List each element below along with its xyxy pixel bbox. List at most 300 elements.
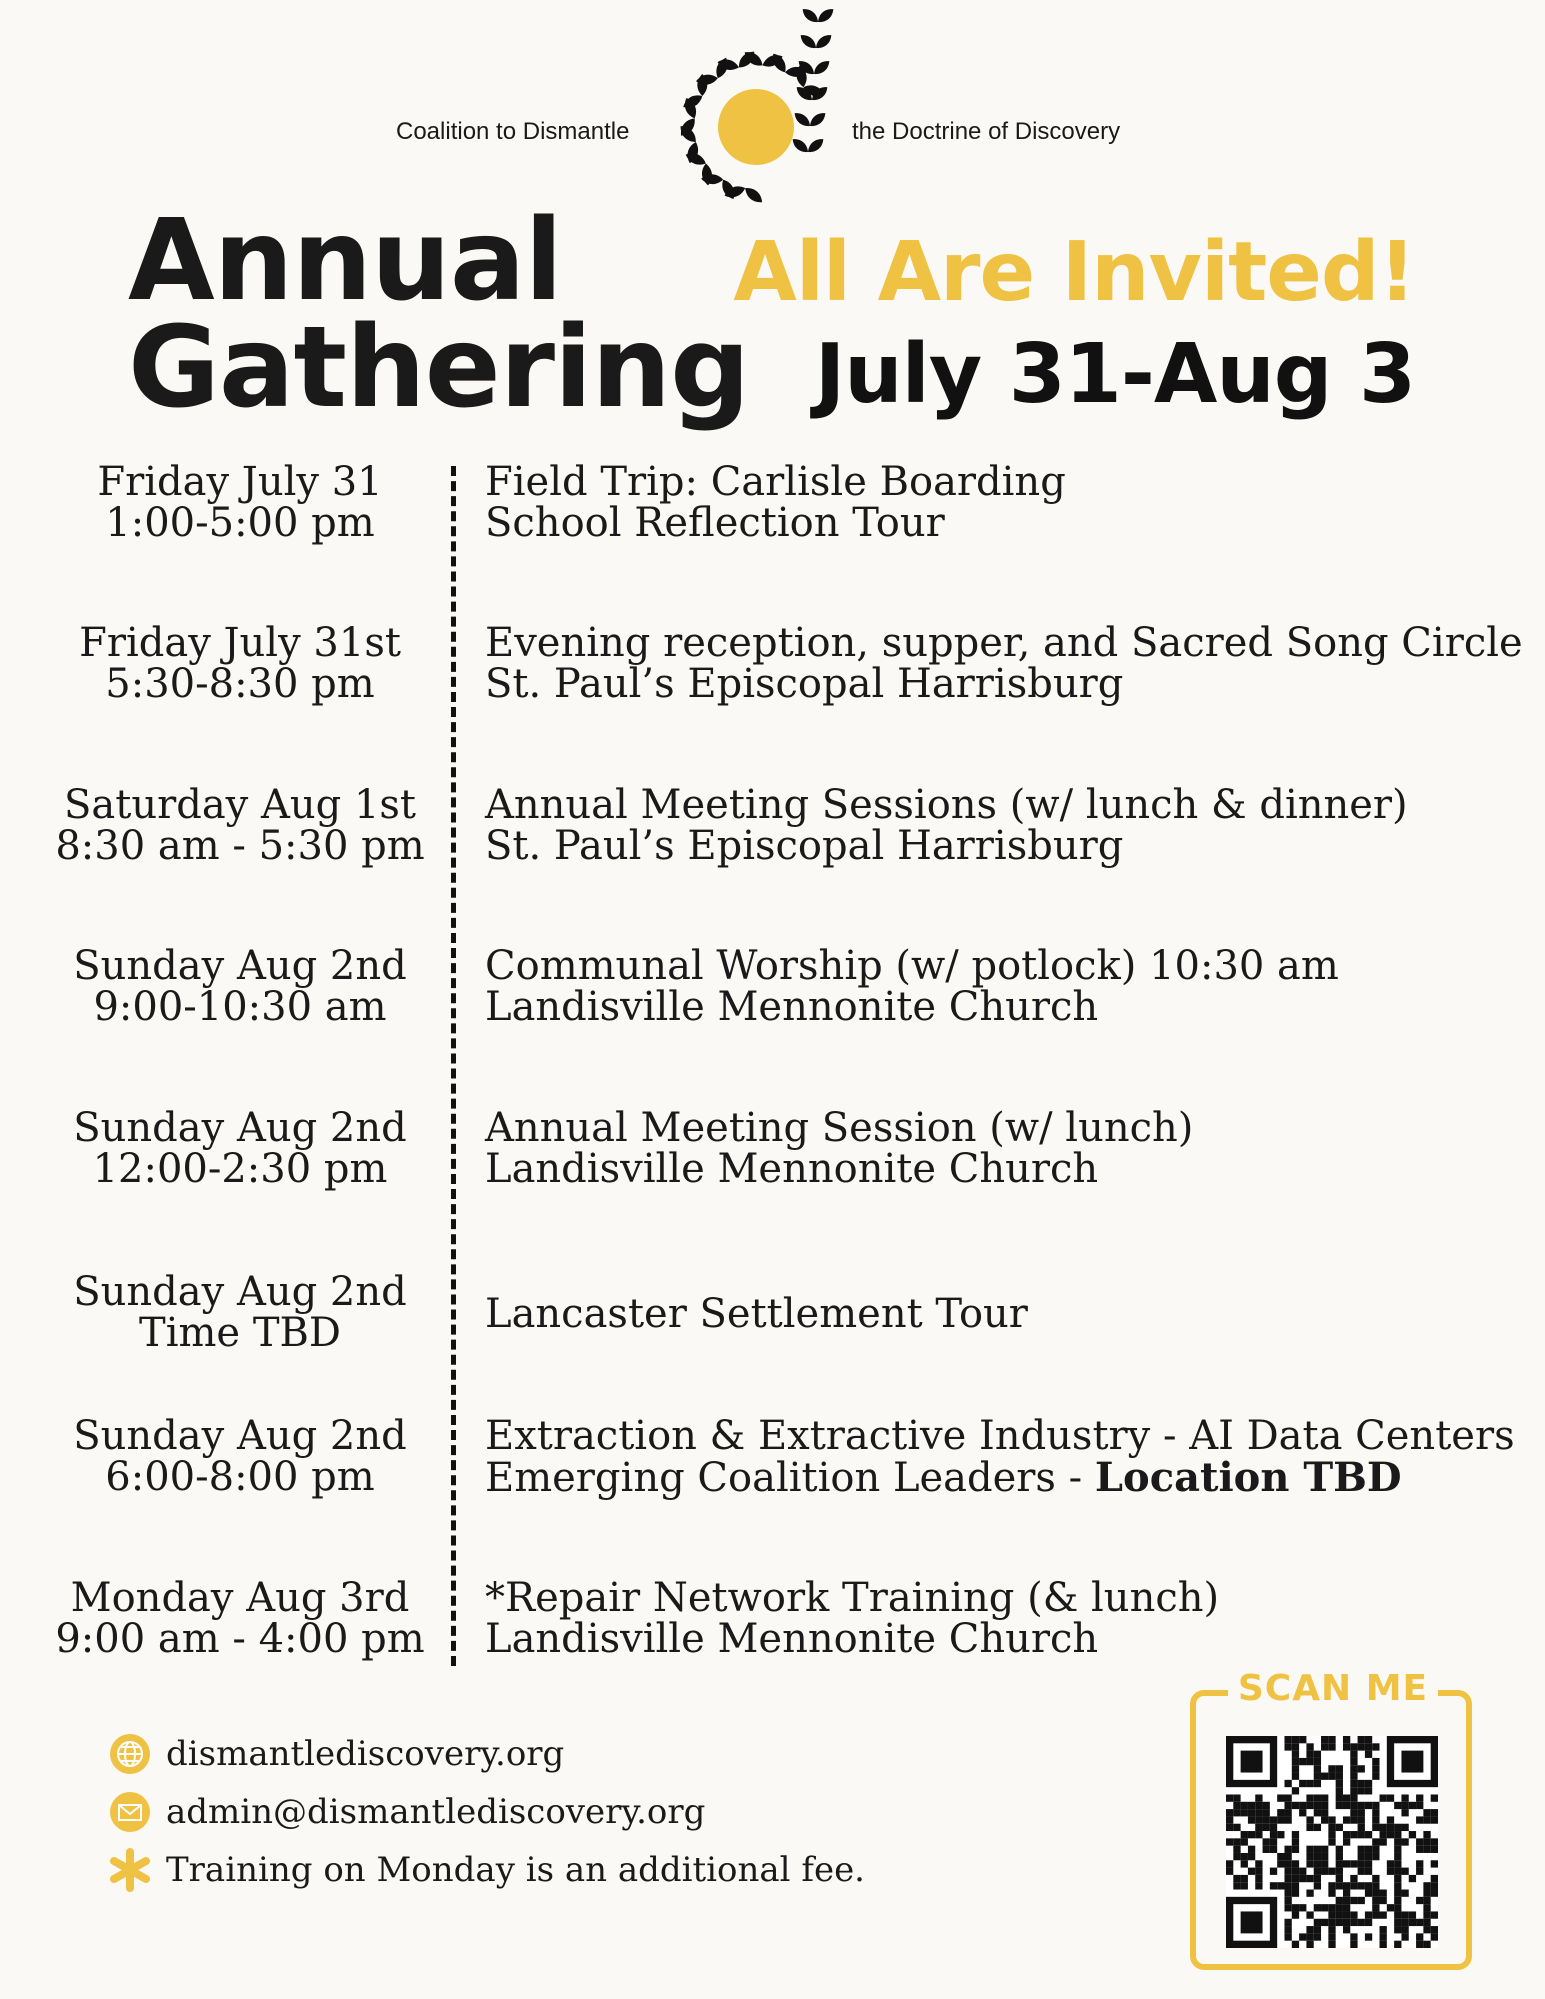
schedule-when: Monday Aug 3rd 9:00 am - 4:00 pm <box>55 1575 425 1662</box>
qr-module <box>1321 1773 1328 1780</box>
qr-module <box>1233 1838 1240 1845</box>
qr-module <box>1372 1846 1379 1853</box>
qr-finder <box>1401 1751 1423 1773</box>
qr-module <box>1343 1860 1350 1867</box>
qr-module <box>1358 1802 1365 1809</box>
qr-module <box>1292 1868 1299 1875</box>
qr-module <box>1350 1780 1357 1787</box>
qr-module <box>1365 1846 1372 1853</box>
qr-module <box>1306 1816 1313 1823</box>
qr-module <box>1306 1926 1313 1933</box>
qr-module <box>1314 1904 1321 1911</box>
qr-module <box>1372 1897 1379 1904</box>
qr-module <box>1350 1831 1357 1838</box>
qr-module <box>1343 1919 1350 1926</box>
qr-module <box>1277 1853 1284 1860</box>
qr-module <box>1284 1875 1291 1882</box>
qr-module <box>1314 1751 1321 1758</box>
qr-module <box>1350 1758 1357 1765</box>
schedule-row <box>0 1105 1545 1198</box>
qr-module <box>1314 1853 1321 1860</box>
qr-module <box>1255 1831 1262 1838</box>
qr-module <box>1372 1904 1379 1911</box>
qr-module <box>1248 1816 1255 1823</box>
qr-module <box>1306 1911 1313 1918</box>
qr-module <box>1248 1846 1255 1853</box>
qr-module <box>1343 1926 1350 1933</box>
qr-module <box>1306 1890 1313 1897</box>
qr-module <box>1336 1860 1343 1867</box>
qr-module <box>1284 1919 1291 1926</box>
qr-module <box>1365 1868 1372 1875</box>
qr-module <box>1423 1904 1430 1911</box>
qr-module <box>1270 1824 1277 1831</box>
qr-module <box>1284 1926 1291 1933</box>
website-link[interactable]: dismantlediscovery.org <box>166 1734 565 1774</box>
qr-module <box>1328 1933 1335 1940</box>
qr-module <box>1328 1838 1335 1845</box>
schedule-when: Sunday Aug 2nd Time TBD <box>73 1269 407 1356</box>
qr-module <box>1299 1875 1306 1882</box>
qr-module <box>1401 1838 1408 1845</box>
qr-module <box>1292 1802 1299 1809</box>
qr-module <box>1292 1773 1299 1780</box>
qr-module <box>1343 1794 1350 1801</box>
qr-module <box>1416 1919 1423 1926</box>
qr-module <box>1314 1875 1321 1882</box>
qr-module <box>1372 1816 1379 1823</box>
qr-module <box>1394 1897 1401 1904</box>
qr-module <box>1336 1846 1343 1853</box>
qr-module <box>1372 1758 1379 1765</box>
qr-module <box>1394 1919 1401 1926</box>
qr-module <box>1423 1911 1430 1918</box>
qr-module <box>1292 1736 1299 1743</box>
qr-module <box>1365 1780 1372 1787</box>
qr-module <box>1336 1780 1343 1787</box>
qr-module <box>1248 1831 1255 1838</box>
qr-module <box>1226 1794 1233 1801</box>
qr-module <box>1387 1868 1394 1875</box>
qr-module <box>1372 1743 1379 1750</box>
qr-module <box>1358 1919 1365 1926</box>
qr-module <box>1394 1824 1401 1831</box>
qr-module <box>1306 1933 1313 1940</box>
qr-module <box>1401 1809 1408 1816</box>
schedule-what: *Repair Network Training (& lunch) Landisville Mennonite Church <box>485 1575 1220 1662</box>
qr-module <box>1343 1743 1350 1750</box>
qr-finder <box>1241 1911 1263 1933</box>
qr-module <box>1263 1816 1270 1823</box>
qr-module <box>1321 1736 1328 1743</box>
qr-module <box>1336 1853 1343 1860</box>
schedule-row <box>0 620 1545 713</box>
qr-module <box>1277 1809 1284 1816</box>
qr-module <box>1416 1794 1423 1801</box>
qr-module <box>1314 1933 1321 1940</box>
qr-module <box>1423 1941 1430 1948</box>
qr-module <box>1423 1846 1430 1853</box>
qr-module <box>1358 1860 1365 1867</box>
qr-module <box>1343 1736 1350 1743</box>
qr-module <box>1241 1838 1248 1845</box>
qr-module <box>1343 1897 1350 1904</box>
qr-module <box>1263 1838 1270 1845</box>
qr-module <box>1306 1824 1313 1831</box>
qr-module <box>1431 1911 1438 1918</box>
qr-module <box>1365 1853 1372 1860</box>
asterisk-icon <box>108 1848 152 1892</box>
schedule-what: Evening reception, supper, and Sacred Song Circle St. Paul’s Episcopal Harrisburg <box>485 620 1523 707</box>
qr-module <box>1299 1933 1306 1940</box>
qr-module <box>1292 1758 1299 1765</box>
qr-module <box>1292 1831 1299 1838</box>
leaf-shape <box>800 6 821 26</box>
qr-module <box>1241 1875 1248 1882</box>
qr-module <box>1394 1904 1401 1911</box>
qr-module <box>1343 1831 1350 1838</box>
qr-module <box>1358 1816 1365 1823</box>
qr-module <box>1255 1816 1262 1823</box>
leaf-shape <box>798 32 819 52</box>
qr-module <box>1321 1809 1328 1816</box>
qr-module <box>1255 1860 1262 1867</box>
qr-module <box>1248 1809 1255 1816</box>
qr-module <box>1292 1941 1299 1948</box>
qr-module <box>1270 1816 1277 1823</box>
globe-icon <box>108 1732 152 1776</box>
fee-note-text: Training on Monday is an additional fee. <box>166 1850 865 1890</box>
qr-module <box>1401 1802 1408 1809</box>
qr-module <box>1401 1919 1408 1926</box>
qr-module <box>1358 1765 1365 1772</box>
qr-module <box>1292 1846 1299 1853</box>
qr-module <box>1284 1816 1291 1823</box>
qr-module <box>1416 1846 1423 1853</box>
sun-wreath-logo <box>668 2 848 217</box>
qr-module <box>1328 1911 1335 1918</box>
qr-module <box>1372 1875 1379 1882</box>
qr-module <box>1314 1809 1321 1816</box>
scan-me-label: SCAN ME <box>1228 1668 1438 1709</box>
qr-module <box>1284 1743 1291 1750</box>
qr-module <box>1358 1780 1365 1787</box>
qr-module <box>1380 1933 1387 1940</box>
qr-module <box>1423 1897 1430 1904</box>
qr-module <box>1314 1868 1321 1875</box>
qr-module <box>1314 1860 1321 1867</box>
qr-module <box>1423 1816 1430 1823</box>
qr-module <box>1372 1882 1379 1889</box>
qr-module <box>1394 1853 1401 1860</box>
qr-module <box>1277 1816 1284 1823</box>
qr-module <box>1314 1758 1321 1765</box>
schedule-what: Annual Meeting Session (w/ lunch) Landisville Mennonite Church <box>485 1105 1194 1192</box>
schedule-what: Annual Meeting Sessions (w/ lunch & dinner) St. Paul’s Episcopal Harrisburg <box>485 782 1408 869</box>
qr-module <box>1314 1773 1321 1780</box>
qr-module <box>1314 1926 1321 1933</box>
qr-module <box>1321 1853 1328 1860</box>
qr-module <box>1306 1794 1313 1801</box>
qr-module <box>1416 1860 1423 1867</box>
qr-module <box>1387 1860 1394 1867</box>
qr-module <box>1416 1933 1423 1940</box>
qr-module <box>1226 1860 1233 1867</box>
qr-module <box>1299 1868 1306 1875</box>
qr-module <box>1336 1868 1343 1875</box>
qr-module <box>1387 1794 1394 1801</box>
qr-module <box>1401 1868 1408 1875</box>
qr-module <box>1431 1846 1438 1853</box>
qr-module <box>1394 1846 1401 1853</box>
qr-module <box>1350 1773 1357 1780</box>
qr-module <box>1365 1860 1372 1867</box>
qr-module <box>1336 1765 1343 1772</box>
qr-module <box>1284 1809 1291 1816</box>
qr-module <box>1328 1816 1335 1823</box>
qr-module <box>1336 1911 1343 1918</box>
qr-module <box>1306 1743 1313 1750</box>
qr-module <box>1306 1758 1313 1765</box>
qr-module <box>1277 1794 1284 1801</box>
qr-module <box>1358 1846 1365 1853</box>
leaf-shape <box>792 110 813 130</box>
qr-module <box>1372 1911 1379 1918</box>
qr-module <box>1328 1765 1335 1772</box>
qr-module <box>1226 1824 1233 1831</box>
qr-module <box>1306 1853 1313 1860</box>
qr-module <box>1306 1941 1313 1948</box>
qr-module <box>1350 1794 1357 1801</box>
qr-module <box>1270 1831 1277 1838</box>
email-contact <box>108 1790 705 1834</box>
qr-module <box>1401 1890 1408 1897</box>
qr-module <box>1350 1787 1357 1794</box>
qr-module <box>1409 1919 1416 1926</box>
qr-module <box>1365 1831 1372 1838</box>
qr-module <box>1321 1904 1328 1911</box>
qr-module <box>1241 1853 1248 1860</box>
qr-module <box>1263 1824 1270 1831</box>
qr-module <box>1292 1765 1299 1772</box>
qr-module <box>1365 1751 1372 1758</box>
qr-module <box>1394 1941 1401 1948</box>
qr-module <box>1336 1824 1343 1831</box>
schedule-row <box>0 782 1545 875</box>
qr-module <box>1365 1743 1372 1750</box>
qr-module <box>1328 1824 1335 1831</box>
qr-module <box>1423 1919 1430 1926</box>
qr-module <box>1350 1860 1357 1867</box>
qr-module <box>1350 1743 1357 1750</box>
qr-module <box>1350 1765 1357 1772</box>
qr-module <box>1233 1809 1240 1816</box>
qr-module <box>1270 1846 1277 1853</box>
qr-module <box>1270 1868 1277 1875</box>
email-link[interactable]: admin@dismantlediscovery.org <box>166 1792 706 1832</box>
qr-module <box>1277 1882 1284 1889</box>
org-name-left: Coalition to Dismantle <box>396 118 630 145</box>
schedule-row <box>0 1269 1545 1362</box>
qr-module <box>1314 1794 1321 1801</box>
qr-module <box>1365 1890 1372 1897</box>
schedule-when: Saturday Aug 1st 8:30 am - 5:30 pm <box>55 782 425 869</box>
qr-module <box>1423 1882 1430 1889</box>
qr-module <box>1350 1816 1357 1823</box>
qr-module <box>1401 1926 1408 1933</box>
qr-module <box>1336 1773 1343 1780</box>
qr-module <box>1372 1890 1379 1897</box>
qr-module <box>1358 1853 1365 1860</box>
qr-module <box>1380 1838 1387 1845</box>
leaf-shape <box>807 110 828 130</box>
qr-module <box>1314 1765 1321 1772</box>
qr-module <box>1365 1736 1372 1743</box>
qr-module <box>1328 1773 1335 1780</box>
website-contact <box>108 1732 564 1776</box>
qr-module <box>1255 1802 1262 1809</box>
qr-module <box>1328 1941 1335 1948</box>
qr-module <box>1284 1868 1291 1875</box>
qr-module <box>1343 1911 1350 1918</box>
event-dates: July 31-Aug 3 <box>814 327 1415 422</box>
qr-module <box>1431 1816 1438 1823</box>
qr-module <box>1321 1743 1328 1750</box>
qr-code[interactable] <box>1226 1736 1438 1948</box>
qr-module <box>1314 1802 1321 1809</box>
qr-module <box>1241 1860 1248 1867</box>
qr-module <box>1299 1809 1306 1816</box>
qr-module <box>1358 1736 1365 1743</box>
qr-module <box>1358 1743 1365 1750</box>
qr-module <box>1343 1838 1350 1845</box>
qr-module <box>1343 1816 1350 1823</box>
qr-module <box>1372 1824 1379 1831</box>
qr-module <box>1284 1846 1291 1853</box>
qr-module <box>1372 1838 1379 1845</box>
qr-module <box>1350 1919 1357 1926</box>
qr-module <box>1380 1794 1387 1801</box>
qr-module <box>1277 1860 1284 1867</box>
qr-module <box>1284 1882 1291 1889</box>
qr-module <box>1284 1904 1291 1911</box>
qr-module <box>1401 1933 1408 1940</box>
qr-module <box>1358 1868 1365 1875</box>
qr-finder <box>1241 1751 1263 1773</box>
qr-module <box>1321 1868 1328 1875</box>
qr-module <box>1328 1868 1335 1875</box>
qr-module <box>1380 1897 1387 1904</box>
qr-module <box>1350 1802 1357 1809</box>
qr-module <box>1380 1831 1387 1838</box>
qr-module <box>1365 1919 1372 1926</box>
qr-module <box>1380 1911 1387 1918</box>
qr-module <box>1336 1875 1343 1882</box>
schedule-row <box>0 1575 1545 1668</box>
qr-module <box>1409 1875 1416 1882</box>
qr-module <box>1321 1802 1328 1809</box>
qr-module <box>1284 1860 1291 1867</box>
qr-module <box>1401 1824 1408 1831</box>
qr-module <box>1343 1802 1350 1809</box>
qr-module <box>1423 1926 1430 1933</box>
qr-module <box>1263 1809 1270 1816</box>
qr-module <box>1314 1780 1321 1787</box>
qr-module <box>1372 1853 1379 1860</box>
qr-module <box>1284 1780 1291 1787</box>
qr-module <box>1431 1794 1438 1801</box>
qr-module <box>1394 1890 1401 1897</box>
qr-module <box>1431 1860 1438 1867</box>
qr-module <box>1248 1853 1255 1860</box>
qr-module <box>1284 1853 1291 1860</box>
qr-module <box>1423 1890 1430 1897</box>
schedule-when: Friday July 31 1:00-5:00 pm <box>97 459 383 546</box>
qr-module <box>1292 1838 1299 1845</box>
qr-module <box>1343 1882 1350 1889</box>
qr-module <box>1401 1794 1408 1801</box>
qr-module <box>1263 1802 1270 1809</box>
qr-module <box>1365 1933 1372 1940</box>
qr-module <box>1372 1765 1379 1772</box>
qr-module <box>1314 1882 1321 1889</box>
qr-module <box>1292 1875 1299 1882</box>
qr-module <box>1394 1831 1401 1838</box>
qr-module <box>1241 1882 1248 1889</box>
qr-module <box>1306 1860 1313 1867</box>
qr-module <box>1336 1794 1343 1801</box>
qr-module <box>1255 1794 1262 1801</box>
schedule-when: Sunday Aug 2nd 12:00-2:30 pm <box>73 1105 407 1192</box>
qr-module <box>1263 1846 1270 1853</box>
qr-module <box>1328 1743 1335 1750</box>
qr-module <box>1401 1911 1408 1918</box>
qr-module <box>1387 1831 1394 1838</box>
qr-module <box>1328 1890 1335 1897</box>
qr-module <box>1292 1911 1299 1918</box>
leaf-shape <box>790 136 811 156</box>
qr-module <box>1292 1787 1299 1794</box>
envelope-icon <box>108 1790 152 1834</box>
qr-module <box>1328 1904 1335 1911</box>
schedule-what: Communal Worship (w/ potlock) 10:30 am Landisville Mennonite Church <box>485 943 1339 1030</box>
qr-module <box>1299 1736 1306 1743</box>
qr-module <box>1365 1911 1372 1918</box>
qr-module <box>1350 1809 1357 1816</box>
qr-module <box>1314 1846 1321 1853</box>
qr-module <box>1358 1897 1365 1904</box>
leaf-shape <box>811 58 832 78</box>
qr-module <box>1292 1882 1299 1889</box>
qr-module <box>1416 1838 1423 1845</box>
qr-module <box>1416 1816 1423 1823</box>
qr-module <box>1270 1838 1277 1845</box>
qr-module <box>1343 1904 1350 1911</box>
title-line-2: Gathering <box>128 303 750 433</box>
leaf-shape <box>805 136 826 156</box>
schedule-row <box>0 459 1545 552</box>
qr-module <box>1394 1911 1401 1918</box>
qr-module <box>1328 1926 1335 1933</box>
qr-module <box>1431 1882 1438 1889</box>
qr-module <box>1226 1809 1233 1816</box>
leaf-shape <box>742 184 765 206</box>
qr-module <box>1255 1882 1262 1889</box>
qr-module <box>1284 1736 1291 1743</box>
schedule-when: Sunday Aug 2nd 9:00-10:30 am <box>73 943 407 1030</box>
qr-module <box>1336 1919 1343 1926</box>
qr-module <box>1431 1875 1438 1882</box>
